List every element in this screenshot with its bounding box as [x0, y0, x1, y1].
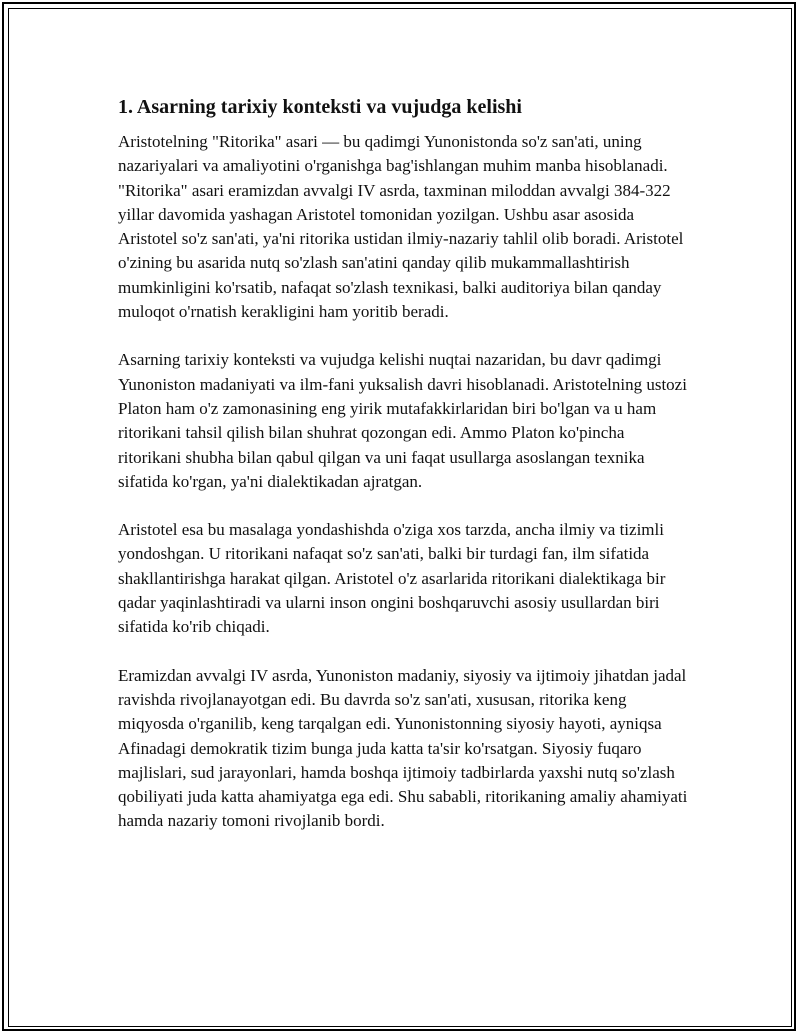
section-heading: 1. Asarning tarixiy konteksti va vujudga kelishi	[118, 96, 522, 118]
paragraph-1: Aristotelning "Ritorika" asari — bu qadimgi Yunonistonda so'z san'ati, uning nazariyalari va amaliyotini o'rganishga bag'ishlangan muhim manba hisoblanadi. "Ritorika" asari eramizdan avvalgi IV asrda, taxminan miloddan avvalgi 384-322 yillar davomida yashagan Aristotel tomonidan yozilgan. Ushbu asar asosida Aristotel so'z san'ati, ya'ni ritorika ustidan ilmiy-nazariy tahlil olib boradi. Aristotel o'zining bu asarida nutq so'zlash san'atini qanday qilib mukammallashtirish mumkinligini ko'rsatib, nafaqat so'zlash texnikasi, balki auditoriya bilan qanday muloqot o'rnatish kerakligini ham yoritib beradi.	[118, 132, 684, 322]
paragraph-3: Aristotel esa bu masalaga yondashishda o'ziga xos tarzda, ancha ilmiy va tizimli yondoshgan. U ritorikani nafaqat so'z san'ati, balki bir turdagi fan, ilm sifatida shakllantirishga harakat qilgan. Aristotel o'z asarlarida ritorikani dialektikaga bir qadar yaqinlashtiradi va ularni inson ongini boshqaruvchi asosiy usullardan biri sifatida ko'rib chiqadi.	[118, 520, 666, 637]
paragraph-2: Asarning tarixiy konteksti va vujudga kelishi nuqtai nazaridan, bu davr qadimgi Yunoniston madaniyati va ilm-fani yuksalish davri hisoblanadi. Aristotelning ustozi Platon ham o'z zamonasining eng yirik mutafakkirlaridan biri bo'lgan va u ham ritorikani tahsil qilish bilan shuhrat qozongan edi. Ammo Platon ko'pincha ritorikani shubha bilan qabul qilgan va uni faqat usullarga asoslangan texnika sifatida ko'rgan, ya'ni dialektikadan ajratgan.	[118, 350, 687, 491]
paragraph-4: Eramizdan avvalgi IV asrda, Yunoniston madaniy, siyosiy va ijtimoiy jihatdan jadal ravishda rivojlanayotgan edi. Bu davrda so'z san'ati, xususan, ritorika keng miqyosda o'rganilib, keng tarqalgan edi. Yunonistonning siyosiy hayoti, ayniqsa Afinadagi demokratik tizim bunga juda katta ta'sir ko'rsatgan. Siyosiy fuqaro majlislari, sud jarayonlari, hamda boshqa ijtimoiy tadbirlarda yaxshi nutq so'zlash qobiliyati juda katta ahamiyatga ega edi. Shu sababli, ritorikaning amaliy ahamiyati hamda nazariy tomoni rivojlanib bordi.	[118, 665, 688, 831]
document-body	[118, 94, 688, 834]
